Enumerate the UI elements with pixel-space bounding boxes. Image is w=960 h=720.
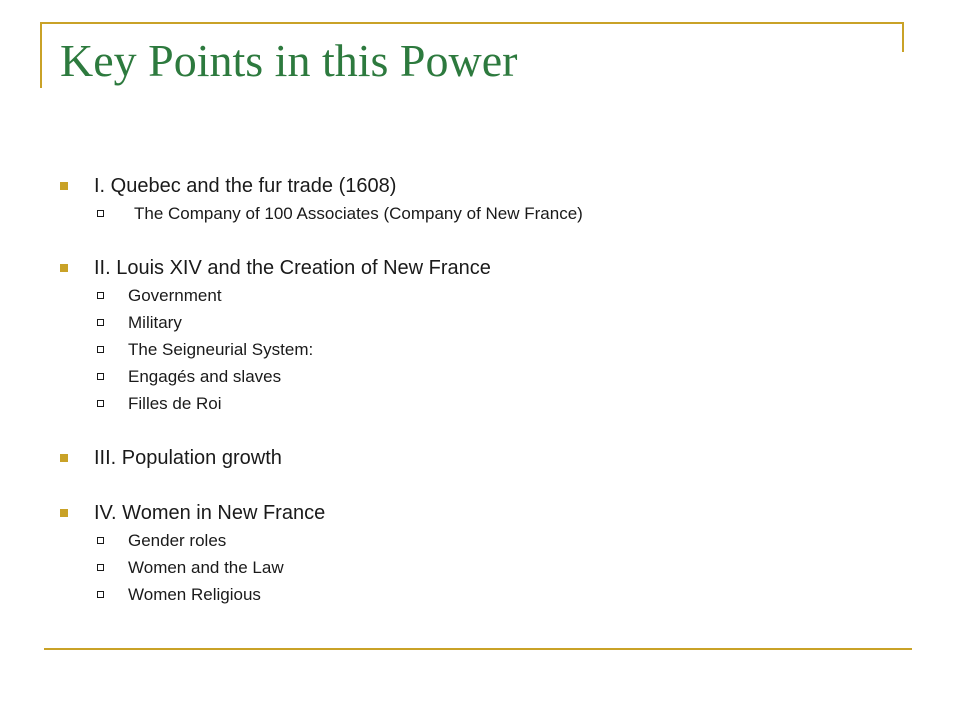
sub-item-label: The Company of 100 Associates (Company of New France): [134, 204, 583, 223]
sub-item-label: The Seigneurial System:: [128, 340, 314, 359]
sub-item-label: Government: [128, 286, 222, 305]
hollow-square-bullet-icon: [97, 591, 104, 598]
sub-item-label: Gender roles: [128, 531, 227, 550]
section-2-items: [60, 282, 900, 417]
section-1-items: [60, 200, 900, 227]
square-bullet-icon: [60, 454, 68, 462]
square-bullet-icon: [60, 509, 68, 517]
hollow-square-bullet-icon: [97, 346, 104, 353]
sub-item: [60, 554, 900, 581]
sub-item-label: Military: [128, 313, 182, 332]
sub-item: [60, 282, 900, 309]
spacer: [60, 472, 900, 499]
slide-title: Key Points in this Power: [60, 35, 518, 86]
hollow-square-bullet-icon: [97, 210, 104, 217]
sub-item: [60, 390, 900, 417]
hollow-square-bullet-icon: [97, 400, 104, 407]
square-bullet-icon: [60, 264, 68, 272]
sub-item: [60, 363, 900, 390]
bottom-horizontal-rule: [44, 648, 912, 650]
sub-item: [60, 527, 900, 554]
top-left-vertical-rule: [40, 22, 42, 88]
square-bullet-icon: [60, 182, 68, 190]
section-1: [60, 172, 900, 200]
hollow-square-bullet-icon: [97, 292, 104, 299]
section-4-items: [60, 527, 900, 608]
sub-item: [60, 200, 900, 227]
section-2-label: II. Louis XIV and the Creation of New France: [94, 257, 491, 279]
sub-item: [60, 309, 900, 336]
hollow-square-bullet-icon: [97, 564, 104, 571]
spacer: [60, 417, 900, 444]
sub-item-label: Women Religious: [128, 585, 261, 604]
sub-item-label: Filles de Roi: [128, 394, 222, 413]
section-1-label: I. Quebec and the fur trade (1608): [94, 175, 397, 197]
sub-item-label: Women and the Law: [128, 558, 284, 577]
section-3: [60, 444, 900, 472]
hollow-square-bullet-icon: [97, 319, 104, 326]
top-horizontal-rule: [40, 22, 904, 24]
section-4-label: IV. Women in New France: [94, 502, 326, 524]
hollow-square-bullet-icon: [97, 373, 104, 380]
section-3-label: III. Population growth: [94, 447, 282, 469]
sub-item-label: Engagés and slaves: [128, 367, 282, 386]
sub-item: [60, 581, 900, 608]
hollow-square-bullet-icon: [97, 537, 104, 544]
spacer: [60, 227, 900, 254]
top-right-vertical-rule: [902, 22, 904, 52]
section-4: [60, 499, 900, 527]
sub-item: [60, 336, 900, 363]
section-2: [60, 254, 900, 282]
slide-content: [60, 172, 900, 608]
